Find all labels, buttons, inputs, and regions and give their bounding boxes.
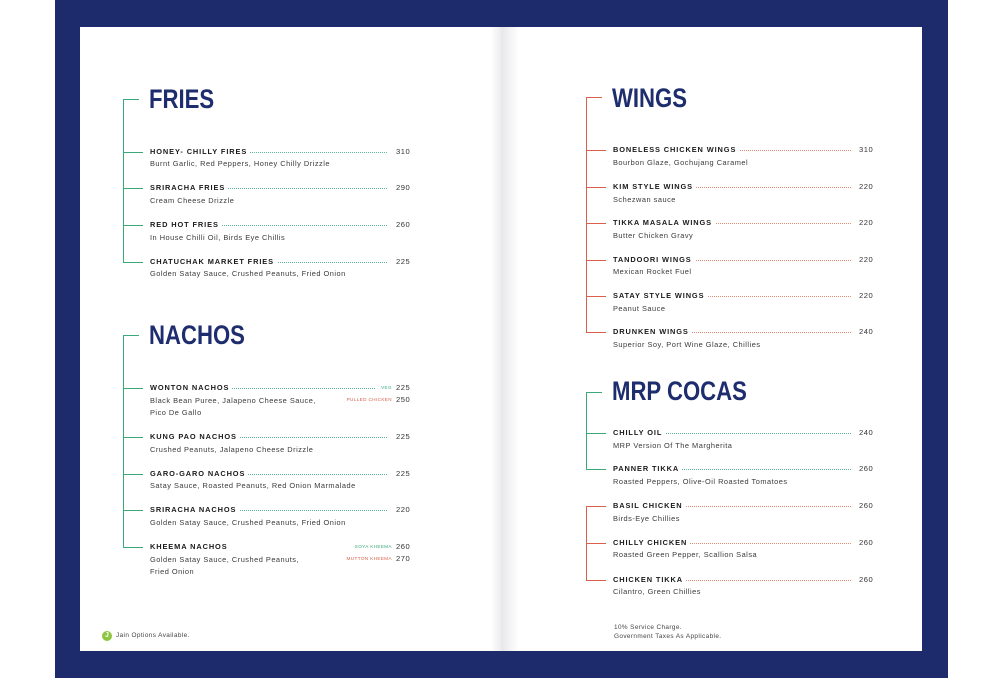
item-price: 250 bbox=[396, 395, 411, 404]
item-description: Bourbon Glaze, Gochujang Caramel bbox=[613, 158, 749, 167]
item-name: CHATUCHAK MARKET FRIES bbox=[150, 257, 277, 267]
item-price: 260 bbox=[859, 575, 874, 584]
item-name: SRIRACHA FRIES bbox=[150, 183, 228, 193]
item-description: Crushed Peanuts, Jalapeno Cheese Drizzle bbox=[150, 445, 314, 454]
item-description: Golden Satay Sauce, Crushed Peanuts, Fried Onion bbox=[150, 269, 346, 278]
item-name: GARO-GARO NACHOS bbox=[150, 469, 248, 479]
item-price: 310 bbox=[859, 145, 874, 154]
menu-page-left bbox=[80, 27, 501, 651]
item-price: 290 bbox=[396, 183, 411, 192]
taxes-note: Government Taxes As Applicable. bbox=[614, 633, 722, 640]
item-name: CHILLY OIL bbox=[613, 428, 665, 438]
item-description: Satay Sauce, Roasted Peanuts, Red Onion Marmalade bbox=[150, 481, 356, 490]
nachos-bracket bbox=[123, 335, 124, 547]
section-title-nachos: NACHOS bbox=[149, 320, 245, 350]
item-description: Pico De Gallo bbox=[150, 408, 202, 417]
section-title-fries: FRIES bbox=[149, 84, 215, 114]
item-name: SRIRACHA NACHOS bbox=[150, 505, 239, 515]
item-price: 260 bbox=[859, 464, 874, 473]
item-name: BASIL CHICKEN bbox=[613, 501, 685, 511]
item-price: 220 bbox=[859, 255, 874, 264]
item-name: KUNG PAO NACHOS bbox=[150, 432, 240, 442]
option-label: MUTTON KHEEMA bbox=[346, 556, 392, 561]
service-charge-note: 10% Service Charge. bbox=[614, 624, 682, 631]
item-price: 225 bbox=[396, 469, 411, 478]
mrp-cocas-bracket-veg bbox=[586, 392, 587, 469]
item-name: SATAY STYLE WINGS bbox=[613, 291, 707, 301]
jain-note: Jain Options Available. bbox=[116, 632, 190, 639]
item-description: Schezwan sauce bbox=[613, 195, 676, 204]
item-description: Fried Onion bbox=[150, 567, 195, 576]
item-name: TIKKA MASALA WINGS bbox=[613, 218, 715, 228]
item-description: Birds-Eye Chillies bbox=[613, 514, 680, 523]
item-name: CHILLY CHICKEN bbox=[613, 538, 690, 548]
item-description: Black Bean Puree, Jalapeno Cheese Sauce, bbox=[150, 396, 316, 405]
item-description: Golden Satay Sauce, Crushed Peanuts, bbox=[150, 555, 300, 564]
item-price: 310 bbox=[396, 147, 411, 156]
item-description: MRP Version Of The Margherita bbox=[613, 441, 733, 450]
item-price: 220 bbox=[396, 505, 411, 514]
item-price: 260 bbox=[859, 501, 874, 510]
item-price: 220 bbox=[859, 182, 874, 191]
item-description: Peanut Sauce bbox=[613, 304, 666, 313]
item-description: Roasted Peppers, Olive-Oil Roasted Tomatoes bbox=[613, 477, 788, 486]
item-name: CHICKEN TIKKA bbox=[613, 575, 686, 585]
fries-bracket bbox=[123, 99, 124, 262]
item-price: 220 bbox=[859, 218, 874, 227]
item-price: 240 bbox=[859, 327, 874, 336]
item-name: RED HOT FRIES bbox=[150, 220, 222, 230]
item-price: 260 bbox=[396, 220, 411, 229]
item-name: KHEEMA NACHOS bbox=[150, 542, 231, 552]
jain-icon: J bbox=[102, 631, 112, 641]
option-label: SOYA KHEEMA bbox=[354, 544, 392, 549]
section-title-wings: WINGS bbox=[612, 83, 688, 113]
item-name: PANNER TIKKA bbox=[613, 464, 682, 474]
option-label: VEG bbox=[381, 385, 392, 390]
item-price: 240 bbox=[859, 428, 874, 437]
item-price: 225 bbox=[396, 383, 411, 392]
item-name: WONTON NACHOS bbox=[150, 383, 232, 393]
item-price: 270 bbox=[396, 554, 411, 563]
item-description: Butter Chicken Gravy bbox=[613, 231, 694, 240]
item-description: Roasted Green Pepper, Scallion Salsa bbox=[613, 550, 758, 559]
item-description: Burnt Garlic, Red Peppers, Honey Chilly Drizzle bbox=[150, 159, 330, 168]
item-description: Cilantro, Green Chillies bbox=[613, 587, 701, 596]
item-name: HONEY- CHILLY FIRES bbox=[150, 147, 250, 157]
item-price: 225 bbox=[396, 432, 411, 441]
item-name: BONELESS CHICKEN WINGS bbox=[613, 145, 739, 155]
item-name: TANDOORI WINGS bbox=[613, 255, 695, 265]
option-label: PULLED CHICKEN bbox=[346, 397, 392, 402]
section-title-mrp-cocas: MRP COCAS bbox=[612, 376, 747, 406]
item-price: 260 bbox=[396, 542, 411, 551]
item-name: DRUNKEN WINGS bbox=[613, 327, 692, 337]
item-description: Mexican Rocket Fuel bbox=[613, 267, 692, 276]
item-price: 220 bbox=[859, 291, 874, 300]
menu-page-right bbox=[501, 27, 922, 651]
item-price: 225 bbox=[396, 257, 411, 266]
item-price: 260 bbox=[859, 538, 874, 547]
item-description: In House Chilli Oil, Birds Eye Chillis bbox=[150, 233, 286, 242]
item-description: Cream Cheese Drizzle bbox=[150, 196, 235, 205]
item-description: Golden Satay Sauce, Crushed Peanuts, Fried Onion bbox=[150, 518, 346, 527]
item-description: Superior Soy, Port Wine Glaze, Chillies bbox=[613, 340, 761, 349]
item-name: KIM STYLE WINGS bbox=[613, 182, 696, 192]
